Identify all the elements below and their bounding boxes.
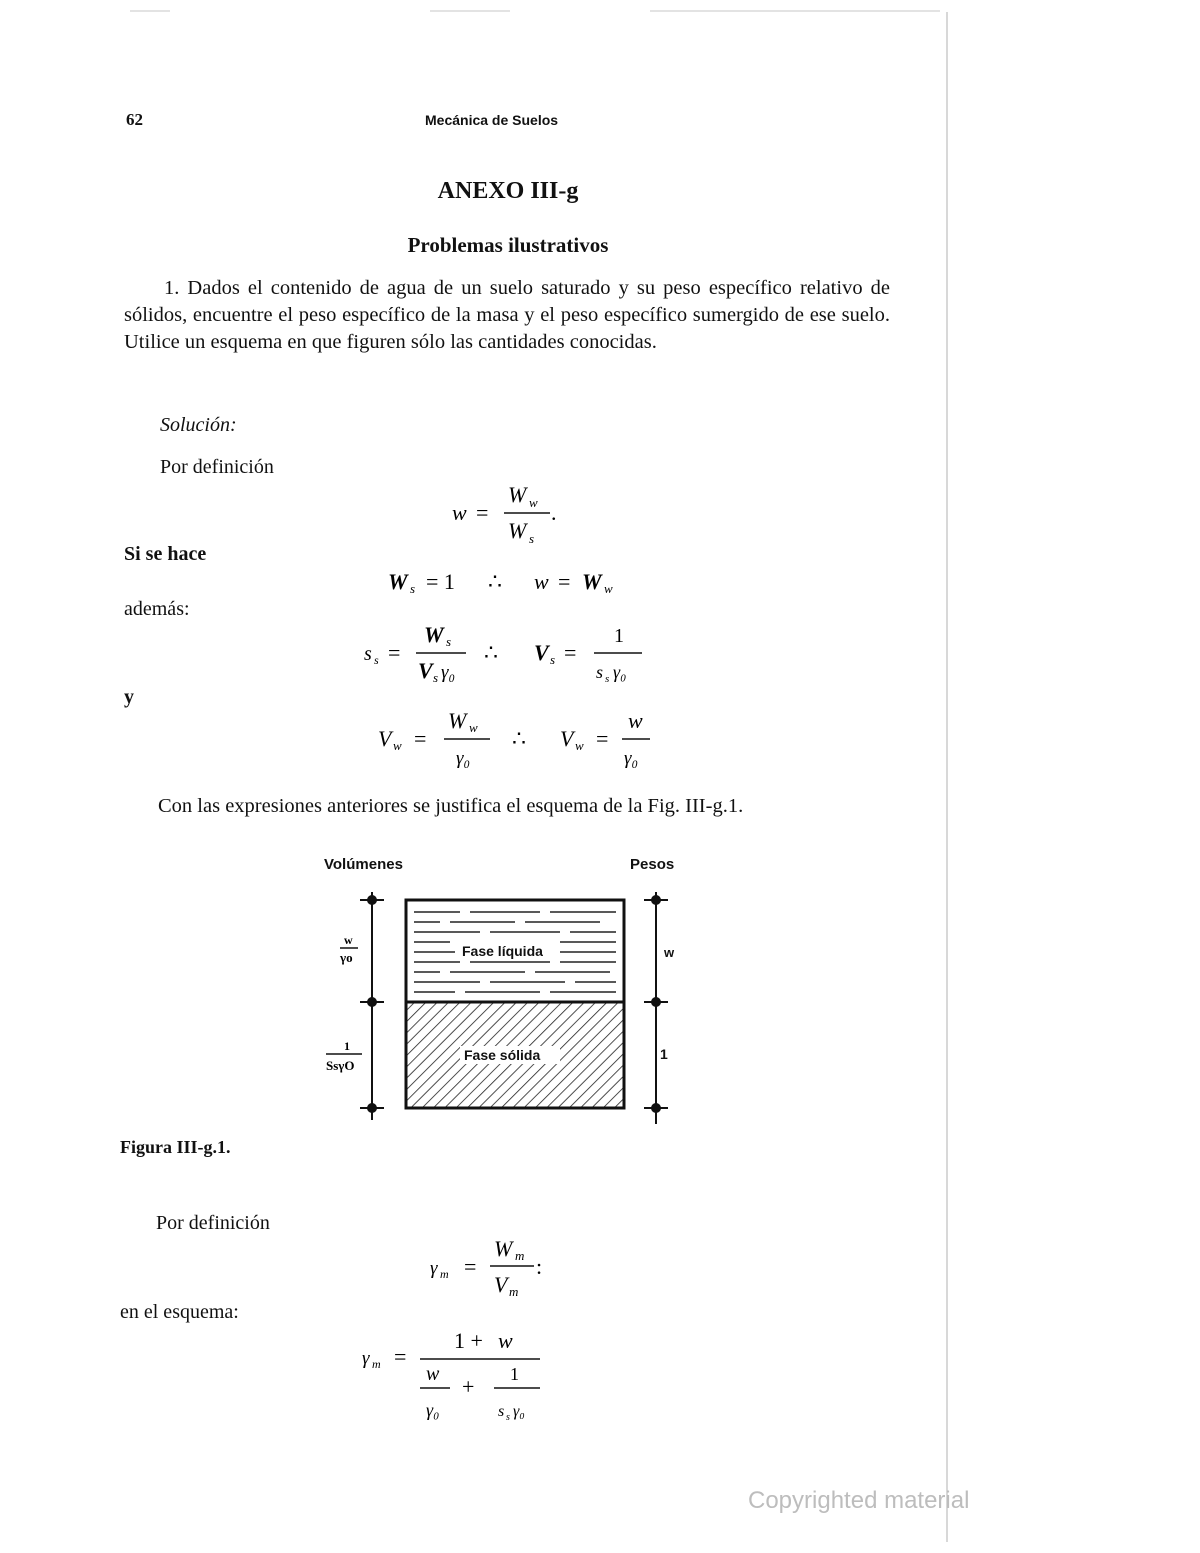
- svg-text:+: +: [462, 1374, 475, 1399]
- svg-text:γ: γ: [362, 1348, 370, 1369]
- volume-dimension-line: [360, 892, 384, 1120]
- svg-text:=: =: [464, 1254, 477, 1279]
- svg-text:w: w: [469, 720, 478, 735]
- svg-text:.: .: [551, 500, 557, 525]
- svg-text:V: V: [534, 640, 549, 665]
- equation-unit-weight: [424, 1234, 564, 1300]
- svg-text:w: w: [628, 708, 643, 733]
- svg-text:=: =: [596, 726, 609, 751]
- liquid-phase-label: Fase líquida: [462, 943, 543, 959]
- problem-statement: 1. Dados el contenido de agua de un suelo saturado y su peso específico relativo de sólidos, encuentre el peso específico de la masa y el peso específico sumergido de ese suelo. Utilice un esquema en que figuren sólo las cantidades conocidas.: [124, 277, 890, 353]
- svg-text:s: s: [550, 652, 556, 667]
- svg-text:∴: ∴: [488, 569, 502, 594]
- annex-title: ANEXO III-g: [437, 178, 579, 204]
- svg-text:V: V: [378, 726, 392, 751]
- svg-text:γ₀: γ₀: [624, 748, 639, 769]
- svg-text:W: W: [582, 569, 602, 594]
- svg-text:γ: γ: [430, 1258, 438, 1279]
- svg-text:V: V: [560, 726, 574, 751]
- svg-text:s: s: [529, 531, 535, 544]
- copyright-watermark: Copyrighted material: [748, 1487, 970, 1514]
- volume-fraction-labels: [326, 933, 362, 1073]
- svg-text:V: V: [418, 658, 433, 683]
- svg-text:s: s: [364, 643, 372, 665]
- page-number: 62: [126, 110, 143, 129]
- svg-text:=: =: [394, 1344, 407, 1369]
- equation-water-volume: [372, 706, 662, 772]
- solid-phase-label: Fase sólida: [464, 1047, 541, 1063]
- svg-text:γ₀: γ₀: [513, 1403, 525, 1420]
- svg-text:w: w: [452, 500, 467, 525]
- svg-text:s: s: [433, 670, 439, 685]
- svg-text:s: s: [605, 673, 610, 685]
- phase-diagram: [310, 880, 700, 1130]
- text-por-definicion-2: Por definición: [156, 1212, 270, 1234]
- svg-text:w: w: [529, 495, 538, 510]
- svg-text:V: V: [494, 1272, 508, 1297]
- svg-text:=: =: [558, 569, 571, 594]
- scan-artifact: [650, 10, 940, 12]
- equation-water-content: [440, 478, 570, 544]
- svg-text:W: W: [448, 708, 467, 733]
- figure-label-volumes: Volúmenes: [324, 856, 403, 873]
- svg-text:∴: ∴: [512, 726, 526, 751]
- svg-text:=: =: [388, 640, 401, 665]
- svg-text:1: 1: [614, 625, 624, 647]
- svg-text:s: s: [410, 581, 416, 596]
- svg-text:∴: ∴: [484, 640, 498, 665]
- text-si-se-hace: Si se hace: [124, 543, 207, 565]
- svg-text:m: m: [515, 1248, 525, 1263]
- svg-text:1 +: 1 +: [454, 1328, 483, 1353]
- scan-artifact: [430, 10, 510, 12]
- equation-specific-gravity: [358, 620, 658, 686]
- svg-text:W: W: [508, 518, 527, 543]
- svg-text:m: m: [372, 1357, 381, 1371]
- svg-text:s: s: [596, 662, 604, 682]
- equation-ws-equals-one: [382, 563, 642, 599]
- svg-text:1: 1: [510, 1364, 519, 1384]
- svg-text:m: m: [509, 1284, 519, 1299]
- svg-text:= 1: = 1: [426, 569, 455, 594]
- svg-text:γ₀: γ₀: [426, 1400, 440, 1420]
- weight-water-label: w: [664, 945, 675, 960]
- svg-text:W: W: [508, 482, 527, 507]
- svg-text:γ₀: γ₀: [613, 662, 627, 682]
- figure-label-weights: Pesos: [630, 856, 675, 873]
- weight-dimension-line: [644, 892, 668, 1124]
- svg-text:s: s: [498, 1403, 505, 1420]
- svg-text:W: W: [424, 622, 444, 647]
- paragraph-figure-reference: Con las expresiones anteriores se justifica el esquema de la Fig. III-g.1.: [158, 795, 744, 817]
- svg-text:=: =: [476, 500, 489, 525]
- svg-text:s: s: [506, 1412, 510, 1423]
- svg-text:=: =: [414, 726, 427, 751]
- svg-text:γ₀: γ₀: [441, 662, 456, 683]
- svg-text:w: w: [534, 569, 549, 594]
- scan-artifact: [130, 10, 170, 12]
- volume-water-numerator: w: [344, 933, 353, 947]
- svg-text:w: w: [426, 1363, 440, 1385]
- svg-text:s: s: [446, 634, 452, 649]
- svg-text:w: w: [498, 1328, 513, 1353]
- svg-text:w: w: [575, 738, 584, 753]
- svg-text:w: w: [604, 581, 613, 596]
- text-en-el-esquema: en el esquema:: [120, 1301, 239, 1323]
- volume-solid-denominator: SsγO: [326, 1058, 355, 1073]
- text-y: y: [124, 686, 134, 708]
- svg-text:W: W: [494, 1236, 513, 1261]
- figure-caption: Figura III-g.1.: [120, 1137, 231, 1157]
- weight-solid-label: 1: [660, 1046, 668, 1062]
- svg-text:s: s: [374, 653, 379, 667]
- svg-text:γ₀: γ₀: [456, 748, 471, 769]
- solution-label: Solución:: [160, 414, 237, 436]
- svg-text:w: w: [393, 738, 402, 753]
- svg-text::: :: [536, 1254, 543, 1279]
- svg-text:=: =: [564, 640, 577, 665]
- volume-water-denominator: γo: [340, 950, 353, 965]
- svg-text:m: m: [440, 1267, 449, 1281]
- svg-text:W: W: [388, 569, 408, 594]
- text-ademas: además:: [124, 598, 190, 620]
- section-title: Problemas ilustrativos: [407, 233, 609, 257]
- volume-solid-numerator: 1: [344, 1039, 350, 1053]
- running-title: Mecánica de Suelos: [425, 112, 559, 128]
- equation-unit-weight-scheme: [356, 1322, 556, 1426]
- text-por-definicion: Por definición: [160, 456, 274, 478]
